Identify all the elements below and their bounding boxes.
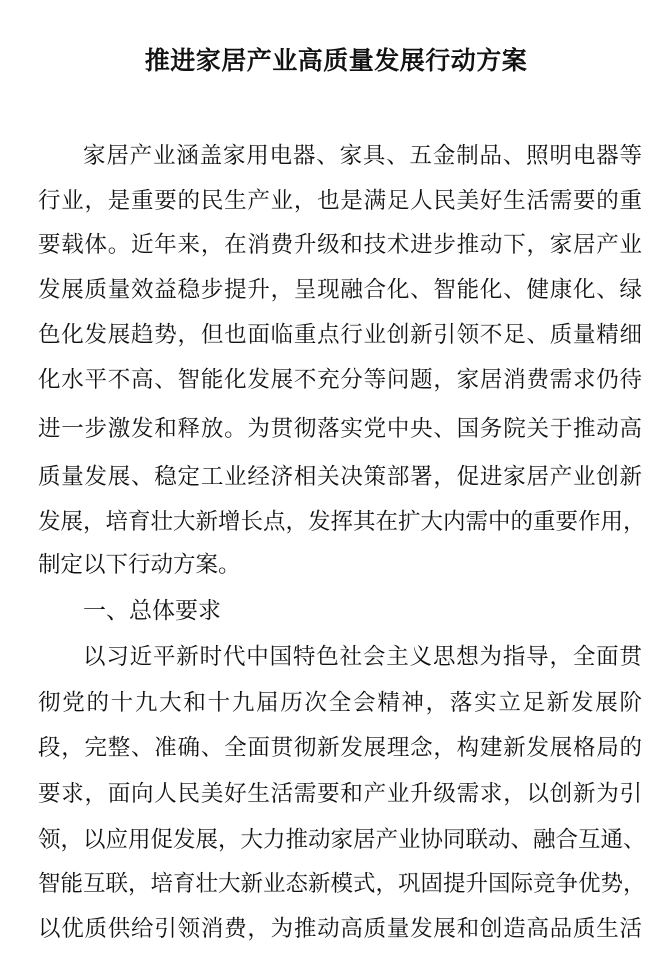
paragraph-line: 智能互联，培育壮大新业态新模式，巩固提升国际竞争优势，: [38, 871, 646, 897]
paragraph-line: 制定以下行动方案。: [38, 552, 241, 578]
paragraph-line: 彻党的十九大和十九届历次全会精神，落实立足新发展阶: [38, 690, 642, 716]
paragraph-line: 以优质供给引领消费，为推动高质量发展和创造高品质生活: [38, 916, 642, 942]
document-title: 推进家居产业高质量发展行动方案: [144, 46, 528, 75]
paragraph-line: 要载体。近年来，在消费升级和技术进步推动下，家居产业: [38, 232, 642, 258]
paragraph-line: 家居产业涵盖家用电器、家具、五金制品、照明电器等: [83, 143, 642, 169]
paragraph-line: 领，以应用促发展，大力推动家居产业协同联动、融合互通、: [38, 827, 646, 853]
section-heading: 一、总体要求: [83, 598, 221, 624]
paragraph-line: 要求，面向人民美好生活需要和产业升级需求，以创新为引: [38, 781, 642, 807]
paragraph-line: 行业，是重要的民生产业，也是满足人民美好生活需要的重: [38, 188, 642, 214]
paragraph-line: 发展，培育壮大新增长点，发挥其在扩大内需中的重要作用，: [38, 509, 646, 535]
paragraph-line: 发展质量效益稳步提升，呈现融合化、智能化、健康化、绿: [38, 277, 642, 303]
paragraph-line: 以习近平新时代中国特色社会主义思想为指导，全面贯: [83, 644, 642, 670]
paragraph-line: 段，完整、准确、全面贯彻新发展理念，构建新发展格局的: [38, 735, 642, 761]
paragraph-line: 化水平不高、智能化发展不充分等问题，家居消费需求仍待: [38, 367, 642, 393]
paragraph-line: 进一步激发和释放。为贯彻落实党中央、国务院关于推动高: [38, 416, 642, 442]
paragraph-line: 色化发展趋势，但也面临重点行业创新引领不足、质量精细: [38, 322, 642, 348]
paragraph-line: 质量发展、稳定工业经济相关决策部署，促进家居产业创新: [38, 464, 642, 490]
